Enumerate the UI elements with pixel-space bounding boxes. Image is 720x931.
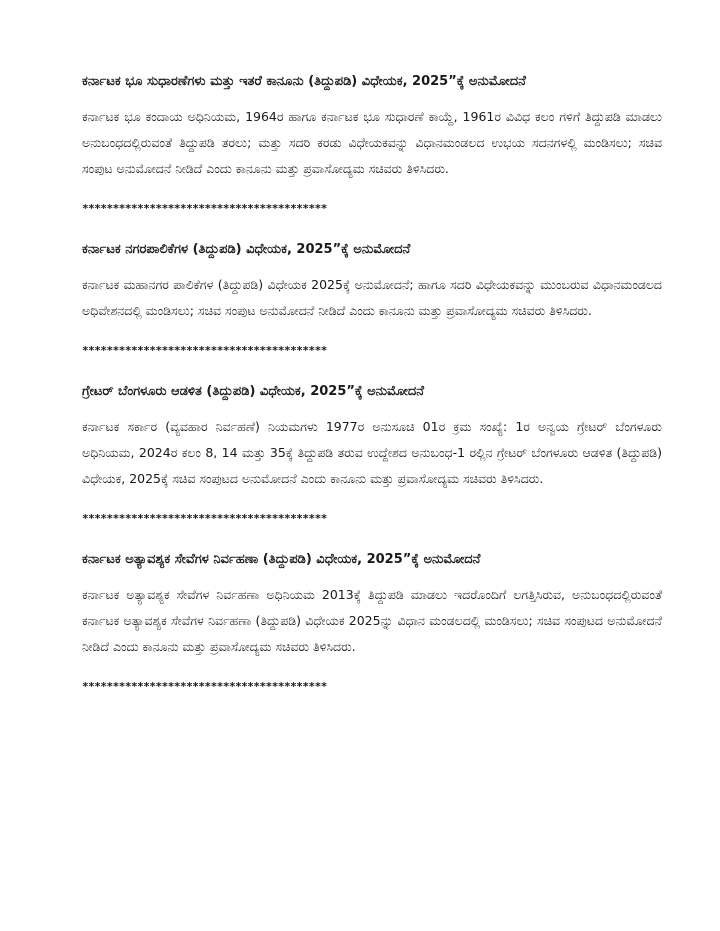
item-body: ಕರ್ನಾಟಕ ಮಹಾನಗರ ಪಾಲಿಕೆಗಳ (ತಿದ್ದುಪಡಿ) ವಿಧೇಯಕ 2025ಕ್ಕೆ ಅನುಮೋದನೆ; ಹಾಗೂ ಸದರಿ ವಿಧೇಯಕವನ್ನು ಮುಂಬರುವ ವಿಧಾನಮಂಡಲದ ಅಧಿವೇಶನದಲ್ಲಿ ಮಂಡಿಸಲು; ಸಚಿವ ಸಂಪುಟ ಅನುಮೋದನೆ ನೀಡಿದೆ ಎಂದು ಕಾನೂನು ಮತ್ತು ಪ್ರವಾಸೋದ್ಯಮ ಸಚಿವರು ತಿಳಿಸಿದರು.	[82, 277, 662, 318]
separator: ****************************************	[82, 344, 327, 357]
item-heading: ಕರ್ನಾಟಕ ನಗರಪಾಲಿಕೆಗಳ (ತಿದ್ದುಪಡಿ) ವಿಧೇಯಕ, 2025”ಕ್ಕೆ ಅನುಮೋದನೆ	[82, 242, 411, 257]
separator: ****************************************	[82, 202, 327, 215]
news-item	[82, 382, 662, 526]
item-heading: ಕರ್ನಾಟಕ ಅತ್ಯಾವಶ್ಯಕ ಸೇವೆಗಳ ನಿರ್ವಹಣಾ (ತಿದ್ದುಪಡಿ) ವಿಧೇಯಕ, 2025”ಕ್ಕೆ ಅನುಮೋದನೆ	[82, 552, 481, 567]
separator: ****************************************	[82, 680, 327, 693]
news-item	[82, 550, 662, 694]
item-heading: ಗ್ರೇಟರ್ ಬೆಂಗಳೂರು ಆಡಳಿತ (ತಿದ್ದುಪಡಿ) ವಿಧೇಯಕ, 2025”ಕ್ಕೆ ಅನುಮೋದನೆ	[82, 384, 425, 399]
item-body: ಕರ್ನಾಟಕ ಭೂ ಕಂದಾಯ ಅಧಿನಿಯಮ, 1964ರ ಹಾಗೂ ಕರ್ನಾಟಕ ಭೂ ಸುಧಾರಣೆ ಕಾಯ್ದೆ, 1961ರ ವಿವಿಧ ಕಲಂ ಗಳಿಗೆ ತಿದ್ದುಪಡಿ ಮಾಡಲು ಅನುಬಂಧದಲ್ಲಿರುವಂತೆ ತಿದ್ದುಪಡಿ ತರಲು; ಮತ್ತು ಸದರಿ ಕರಡು ವಿಧೇಯಕವನ್ನು ವಿಧಾನಮಂಡಲದ ಉಭಯ ಸದನಗಳಲ್ಲಿ ಮಂಡಿಸಲು; ಸಚಿವ ಸಂಪುಟ ಅನುಮೋದನೆ ನೀಡಿದೆ ಎಂದು ಕಾನೂನು ಮತ್ತು ಪ್ರವಾಸೋದ್ಯಮ ಸಚಿವರು ತಿಳಿಸಿದರು.	[82, 109, 662, 176]
news-item	[82, 240, 662, 358]
separator: ****************************************	[82, 512, 327, 525]
item-body: ಕರ್ನಾಟಕ ಅತ್ಯಾವಶ್ಯಕ ಸೇವೆಗಳ ನಿರ್ವಹಣಾ ಅಧಿನಿಯಮ 2013ಕ್ಕೆ ತಿದ್ದುಪಡಿ ಮಾಡಲು ಇದರೊಂದಿಗೆ ಲಗತ್ತಿಸಿರುವ, ಅನುಬಂಧದಲ್ಲಿರುವಂತೆ ಕರ್ನಾಟಕ ಅತ್ಯಾವಶ್ಯಕ ಸೇವೆಗಳ ನಿರ್ವಹಣಾ (ತಿದ್ದುಪಡಿ) ವಿಧೇಯಕ 2025ನ್ನು ವಿಧಾನ ಮಂಡಲದಲ್ಲಿ ಮಂಡಿಸಲು; ಸಚಿವ ಸಂಪುಟದ ಅನುಮೋದನೆ ನೀಡಿದೆ ಎಂದು ಕಾನೂನು ಮತ್ತು ಪ್ರವಾಸೋದ್ಯಮ ಸಚಿವರು ತಿಳಿಸಿದರು.	[82, 587, 662, 654]
item-body: ಕರ್ನಾಟಕ ಸರ್ಕಾರ (ವ್ಯವಹಾರ ನಿರ್ವಹಣೆ) ನಿಯಮಗಳು 1977ರ ಅನುಸೂಚಿ 01ರ ಕ್ರಮ ಸಂಖ್ಯೆ: 1ರ ಅನ್ವಯ ಗ್ರೇಟರ್ ಬೆಂಗಳೂರು ಅಧಿನಿಯಮ, 2024ರ ಕಲಂ 8, 14 ಮತ್ತು 35ಕ್ಕೆ ತಿದ್ದುಪಡಿ ತರುವ ಉದ್ದೇಶದ ಅನುಬಂಧ-1 ರಲ್ಲಿನ ಗ್ರೇಟರ್ ಬೆಂಗಳೂರು ಆಡಳಿತ (ತಿದ್ದುಪಡಿ) ವಿಧೇಯಕ, 2025ಕ್ಕೆ ಸಚಿವ ಸಂಪುಟದ ಅನುಮೋದನೆ ಎಂದು ಕಾನೂನು ಮತ್ತು ಪ್ರವಾಸೋದ್ಯಮ ಸಚಿವರು ತಿಳಿಸಿದರು.	[82, 419, 662, 486]
item-heading: ಕರ್ನಾಟಕ ಭೂ ಸುಧಾರಣೆಗಳು ಮತ್ತು ಇತರೆ ಕಾನೂನು (ತಿದ್ದುಪಡಿ) ವಿಧೇಯಕ, 2025”ಕ್ಕೆ ಅನುಮೋದನೆ	[82, 74, 526, 89]
news-item	[82, 72, 662, 216]
